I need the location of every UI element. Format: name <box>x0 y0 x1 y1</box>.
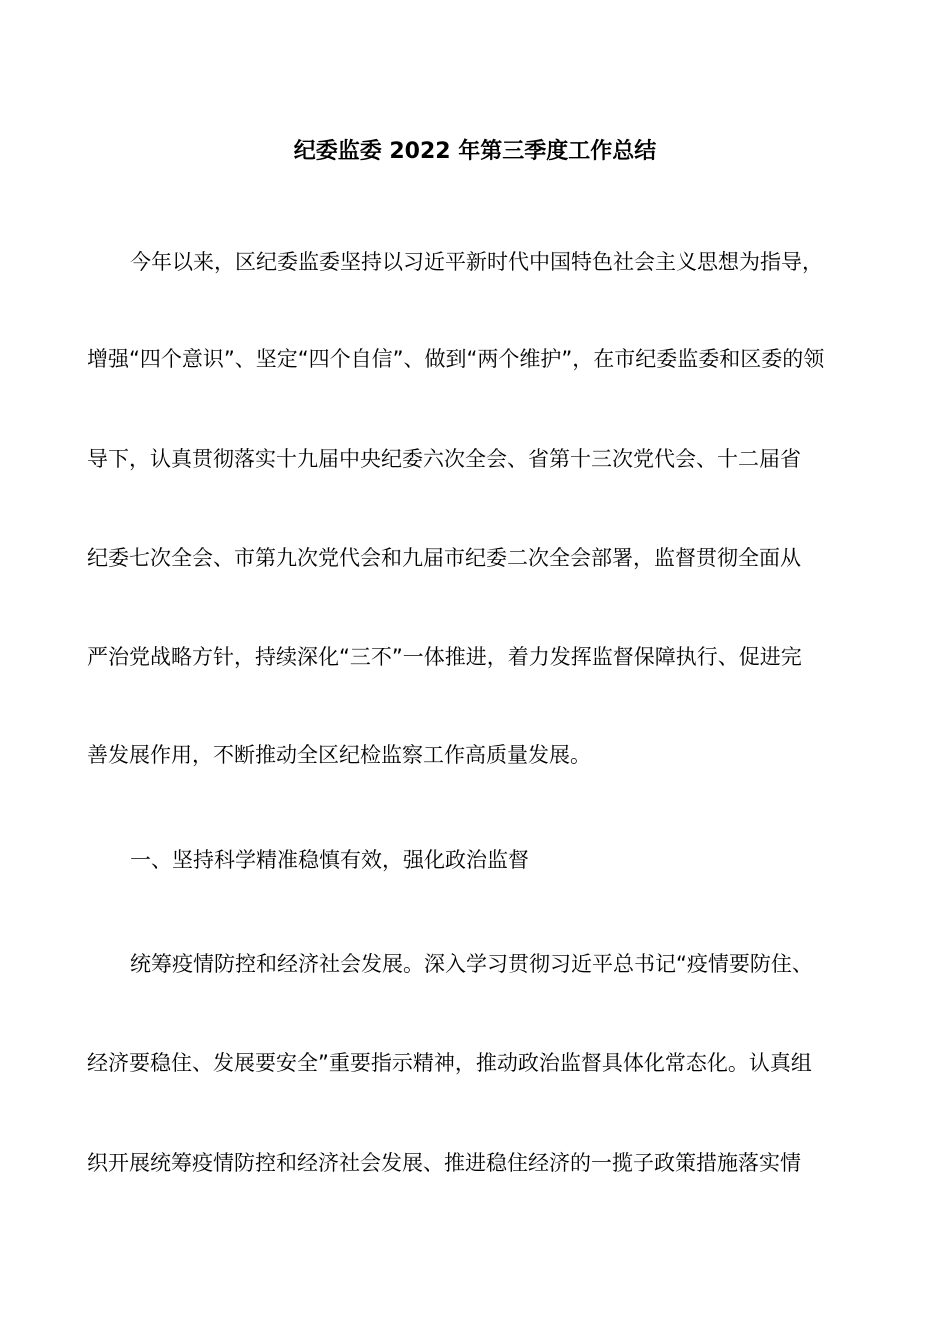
document-title: 纪委监委 2022 年第三季度工作总结 <box>293 139 657 164</box>
paragraph-line: 导下，认真贯彻落实十九届中央纪委六次全会、省第十三次党代会、十二届省 <box>87 447 801 471</box>
paragraph-line: 统筹疫情防控和经济社会发展。深入学习贯彻习近平总书记“疫情要防住、 <box>130 952 813 976</box>
paragraph-line: 经济要稳住、发展要安全”重要指示精神，推动政治监督具体化常态化。认真组 <box>87 1051 812 1075</box>
paragraph-line: 纪委七次全会、市第九次党代会和九届市纪委二次全会部署，监督贯彻全面从 <box>87 546 801 570</box>
paragraph-line: 严治党战略方针，持续深化“三不”一体推进，着力发挥监督保障执行、促进完 <box>87 645 802 669</box>
section-heading: 一、坚持科学精准稳慎有效，强化政治监督 <box>130 848 529 872</box>
paragraph-line: 善发展作用，不断推动全区纪检监察工作高质量发展。 <box>87 743 591 767</box>
paragraph-line: 增强“四个意识”、坚定“四个自信”、做到“两个维护”，在市纪委监委和区委的领 <box>87 347 825 371</box>
paragraph-line: 今年以来，区纪委监委坚持以习近平新时代中国特色社会主义思想为指导， <box>130 250 823 274</box>
paragraph-line: 织开展统筹疫情防控和经济社会发展、推进稳住经济的一揽子政策措施落实情 <box>87 1151 801 1175</box>
